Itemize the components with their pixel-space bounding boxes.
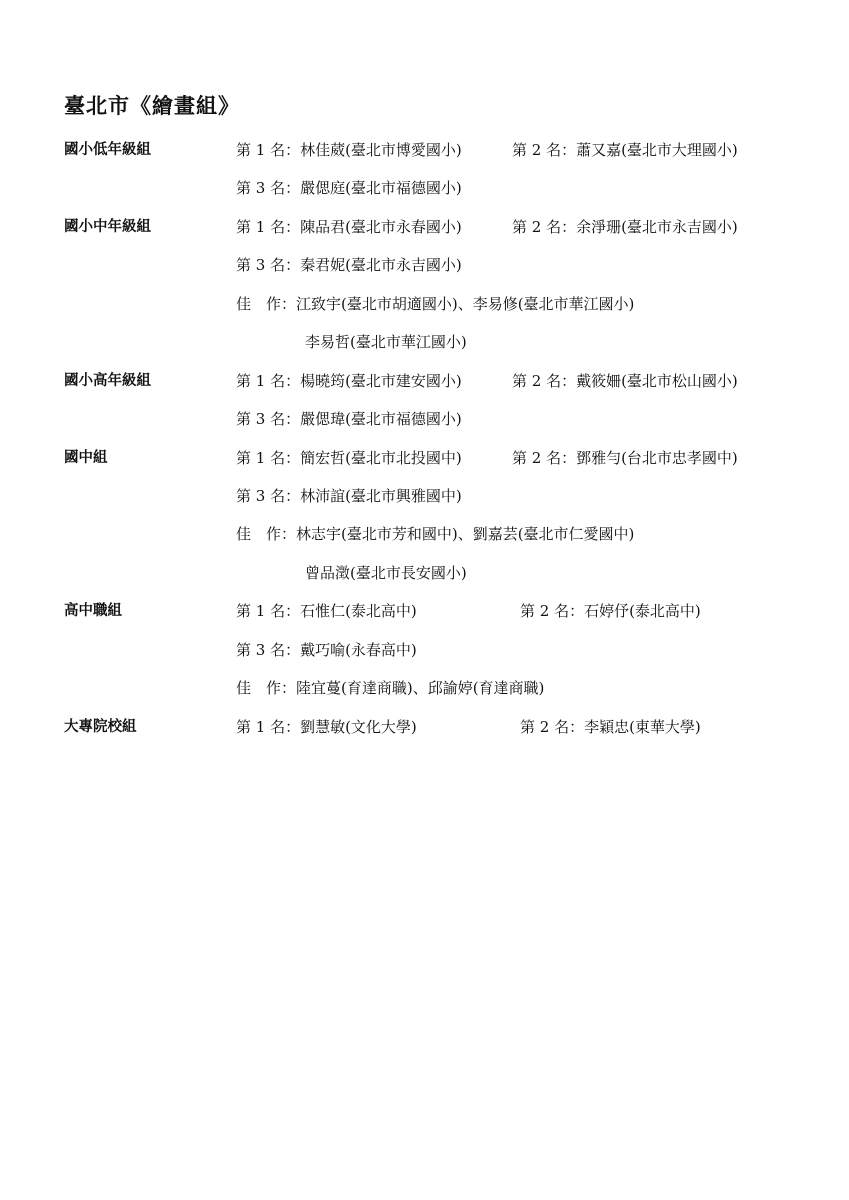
elem-high-rank-1: 第 1 名：楊曉筠(臺北市建安國小) (236, 372, 462, 390)
senior-rank-3: 第 3 名：戴巧喻(永春高中) (236, 641, 417, 659)
elem-high-rank-3: 第 3 名：嚴偲瑋(臺北市福德國小) (236, 410, 462, 428)
elem-low-rank-1: 第 1 名：林佳葳(臺北市博愛國小) (236, 141, 462, 159)
elem-mid-rank-2: 第 2 名：余淨珊(臺北市永吉國小) (512, 218, 738, 236)
group-label-college: 大專院校組 (64, 718, 137, 735)
group-label-elem-high: 國小高年級組 (64, 372, 151, 389)
elem-mid-honorable-2: 李易哲(臺北市華江國小) (305, 333, 467, 351)
junior-rank-1: 第 1 名：簡宏哲(臺北市北投國中) (236, 449, 462, 467)
group-label-elem-low: 國小低年級組 (64, 141, 151, 158)
group-label-senior: 高中職組 (64, 602, 122, 619)
college-rank-2: 第 2 名：李穎忠(東華大學) (520, 718, 701, 736)
elem-low-rank-2: 第 2 名：蕭又嘉(臺北市大理國小) (512, 141, 738, 159)
group-label-junior: 國中組 (64, 449, 108, 466)
junior-honorable-1: 佳 作：林志宇(臺北市芳和國中)、劉嘉芸(臺北市仁愛國中) (236, 525, 635, 543)
college-rank-1: 第 1 名：劉慧敏(文化大學) (236, 718, 417, 736)
senior-honorable-1: 佳 作：陸宜蔓(育達商職)、邱諭婷(育達商職) (236, 679, 545, 697)
group-label-elem-mid: 國小中年級組 (64, 218, 151, 235)
elem-mid-rank-1: 第 1 名：陳品君(臺北市永春國小) (236, 218, 462, 236)
elem-mid-rank-3: 第 3 名：秦君妮(臺北市永吉國小) (236, 256, 462, 274)
junior-honorable-2: 曾品澂(臺北市長安國小) (305, 564, 467, 582)
page-title: 臺北市《繪畫組》 (64, 93, 240, 118)
senior-rank-2: 第 2 名：石婷伃(泰北高中) (520, 602, 701, 620)
elem-mid-honorable-1: 佳 作：江致宇(臺北市胡適國小)、李易修(臺北市華江國小) (236, 295, 635, 313)
junior-rank-3: 第 3 名：林沛誼(臺北市興雅國中) (236, 487, 462, 505)
elem-low-rank-3: 第 3 名：嚴偲庭(臺北市福德國小) (236, 179, 462, 197)
junior-rank-2: 第 2 名：鄧雅勻(台北市忠孝國中) (512, 449, 738, 467)
senior-rank-1: 第 1 名：石惟仁(泰北高中) (236, 602, 417, 620)
elem-high-rank-2: 第 2 名：戴筱姍(臺北市松山國小) (512, 372, 738, 390)
